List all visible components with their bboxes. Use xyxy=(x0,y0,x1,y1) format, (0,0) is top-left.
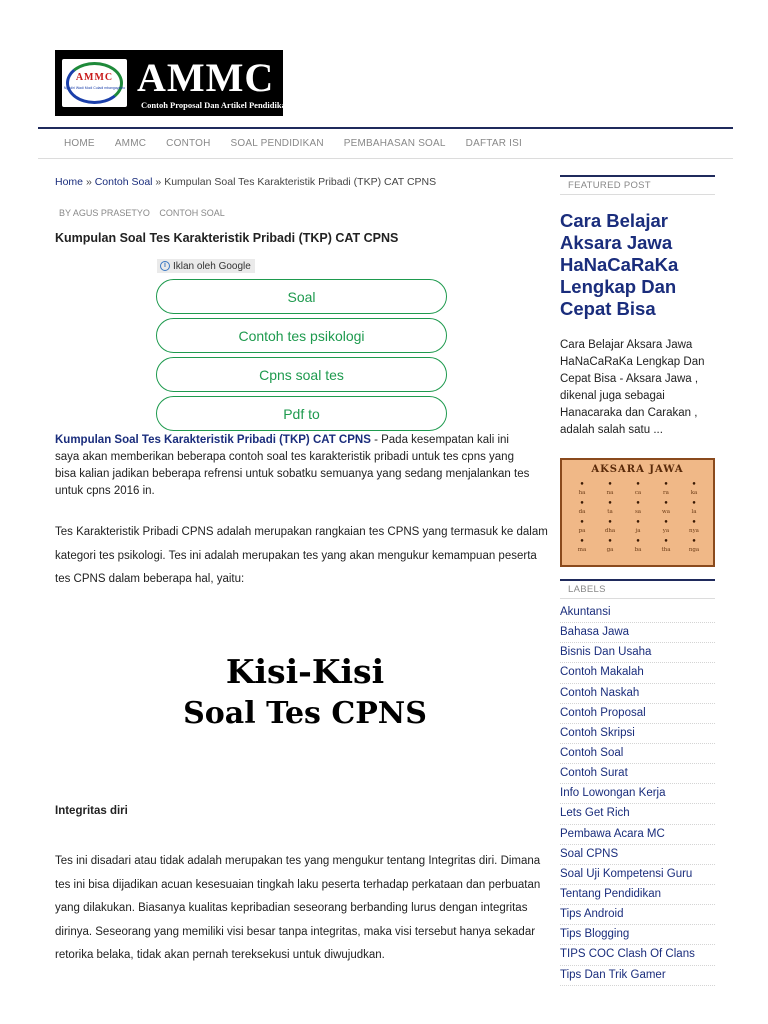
breadcrumb xyxy=(55,176,436,188)
post-author[interactable]: BY AGUS PRASETYO xyxy=(59,208,150,218)
ad-label-text: Iklan oleh Google xyxy=(173,260,251,272)
aksara-glyph-label: ta xyxy=(607,509,613,515)
aksara-glyph: • ya xyxy=(652,518,680,534)
label-link[interactable]: Contoh Surat xyxy=(560,764,715,784)
breadcrumb-separator: » xyxy=(85,176,92,188)
aksara-image-title: AKSARA JAWA xyxy=(591,464,684,475)
aksara-glyph-label: na xyxy=(606,490,614,496)
aksara-glyph: • na xyxy=(596,480,624,496)
ad-button-soal[interactable]: Soal xyxy=(156,279,447,314)
post-paragraph-1: Tes Karakteristik Pribadi CPNS adalah merupakan rangkaian tes CPNS yang termasuk ke dalam kategori tes psikologi. Tes ini adalah merupakan tes yang akan mengukur kemampuan peserta tes CPNS dalam beberapa hal, yaitu: xyxy=(55,526,548,585)
label-link[interactable]: Bahasa Jawa xyxy=(560,623,715,643)
label-link[interactable]: Contoh Soal xyxy=(560,744,715,764)
post-subheading: Integritas diri xyxy=(55,805,128,817)
aksara-glyph-label: ca xyxy=(634,490,642,496)
aksara-glyph: • ga xyxy=(596,537,624,553)
aksara-glyph: • nga xyxy=(680,537,708,553)
aksara-glyph: • ma xyxy=(568,537,596,553)
featured-post-image[interactable] xyxy=(560,458,715,567)
post-intro-link[interactable]: Kumpulan Soal Tes Karakteristik Pribadi (TKP) CAT CPNS xyxy=(55,434,371,446)
aksara-glyph-label: sa xyxy=(634,509,642,515)
label-link[interactable]: Tentang Pendidikan xyxy=(560,885,715,905)
nav-pembahasan-soal[interactable]: PEMBAHASAN SOAL xyxy=(343,138,446,149)
nav-ammc[interactable]: AMMC xyxy=(114,138,147,149)
post-image-kisi-kisi xyxy=(150,650,460,734)
aksara-glyph: • sa xyxy=(624,499,652,515)
nav-contoh[interactable]: CONTOH xyxy=(166,138,211,149)
post-meta xyxy=(59,208,232,218)
featured-post-heading: FEATURED POST xyxy=(560,175,715,195)
post-image-line-2: Soal Tes CPNS xyxy=(183,696,427,731)
post-image-line-1: Kisi-Kisi xyxy=(225,652,385,691)
label-link[interactable]: Contoh Makalah xyxy=(560,663,715,683)
label-link[interactable]: Tips Android xyxy=(560,905,715,925)
label-link[interactable]: Bisnis Dan Usaha xyxy=(560,643,715,663)
aksara-glyph: • ta xyxy=(596,499,624,515)
emblem-ring-icon xyxy=(66,62,123,104)
labels-heading: LABELS xyxy=(560,579,715,599)
aksara-glyph-label: wa xyxy=(662,509,670,515)
ad-button-cpns-soal-tes[interactable]: Cpns soal tes xyxy=(156,357,447,392)
label-link[interactable]: Akuntansi xyxy=(560,603,715,623)
label-link[interactable]: Soal CPNS xyxy=(560,845,715,865)
labels-list xyxy=(560,603,715,986)
aksara-glyph-label: dha xyxy=(604,528,616,534)
breadcrumb-category[interactable]: Contoh Soal xyxy=(94,176,153,188)
logo-emblem xyxy=(62,59,127,107)
post-paragraph-2: Tes ini disadari atau tidak adalah merupakan tes yang mengukur tentang Integritas diri. Dimana tes ini bisa dijadikan acuan kesesuaian tingkah laku peserta terhadap perkataan dan perbuatan yang dilakukan. Biasanya kualitas kepribadian seseorang berbanding lurus dengan integritas dirinya. Seseorang yang memiliki visi besar tanpa integritas, maka visi tersebut hanya sekadar retorika belaka, tidak akan pernah tereksekusi untuk diwujudkan. xyxy=(55,855,541,961)
post-label[interactable]: CONTOH SOAL xyxy=(159,208,225,218)
ad-label[interactable] xyxy=(157,259,255,273)
label-link[interactable]: Contoh Skripsi xyxy=(560,724,715,744)
aksara-glyph-label: ra xyxy=(663,490,669,496)
site-logo[interactable] xyxy=(55,50,291,116)
aksara-glyph-label: ba xyxy=(634,547,642,553)
aksara-glyph-label: tha xyxy=(661,547,671,553)
aksara-glyph-label: ha xyxy=(578,490,586,496)
aksara-glyph-label: ga xyxy=(606,547,614,553)
aksara-glyph-label: da xyxy=(578,509,586,515)
aksara-glyph-label: pa xyxy=(578,528,586,534)
ad-button-pdf-to[interactable]: Pdf to xyxy=(156,396,447,431)
aksara-glyph: • ba xyxy=(624,537,652,553)
label-link[interactable]: TIPS COC Clash Of Clans xyxy=(560,945,715,965)
aksara-glyph: • dha xyxy=(596,518,624,534)
aksara-glyph: • pa xyxy=(568,518,596,534)
aksara-glyph-label: ya xyxy=(662,528,670,534)
label-link[interactable]: Contoh Naskah xyxy=(560,684,715,704)
label-link[interactable]: Soal Uji Kompetensi Guru xyxy=(560,865,715,885)
featured-post-title[interactable]: Cara Belajar Aksara Jawa HaNaCaRaKa Lengkap Dan Cepat Bisa xyxy=(560,210,679,319)
aksara-glyph: • ka xyxy=(680,480,708,496)
label-link[interactable]: Contoh Proposal xyxy=(560,704,715,724)
emblem-text: AMMC xyxy=(75,72,114,83)
nav-home[interactable]: HOME xyxy=(64,138,95,149)
aksara-glyph-label: ka xyxy=(690,490,698,496)
aksara-glyph: • ca xyxy=(624,480,652,496)
label-link[interactable]: Pembawa Acara MC xyxy=(560,825,715,845)
emblem-subtext: Ngadiri Wadi Modi Culadi mbangayakto xyxy=(63,86,126,90)
main-nav xyxy=(38,127,733,159)
aksara-glyph: • ja xyxy=(624,518,652,534)
aksara-glyph: • nya xyxy=(680,518,708,534)
aksara-glyph: • da xyxy=(568,499,596,515)
post-intro-text: - Pada kesempatan kali ini saya akan memberikan beberapa contoh soal tes karakteristik pribadi untuk tes cpns yang bisa kalian jadikan beberapa refrensi untuk sobatku semuanya yang sedang menjalankan tes untuk cpns 2016 in. xyxy=(55,434,530,497)
aksara-glyph: • wa xyxy=(652,499,680,515)
aksara-glyph: • tha xyxy=(652,537,680,553)
sidebar xyxy=(560,175,715,986)
nav-soal-pendidikan[interactable]: SOAL PENDIDIKAN xyxy=(230,138,324,149)
label-link[interactable]: Lets Get Rich xyxy=(560,804,715,824)
aksara-glyph-label: nga xyxy=(688,547,700,553)
breadcrumb-home[interactable]: Home xyxy=(55,176,84,188)
aksara-glyph-label: la xyxy=(691,509,697,515)
post-title: Kumpulan Soal Tes Karakteristik Pribadi (TKP) CAT CPNS xyxy=(55,231,399,245)
aksara-glyph: • ha xyxy=(568,480,596,496)
label-link[interactable]: Info Lowongan Kerja xyxy=(560,784,715,804)
post-intro xyxy=(55,432,535,500)
aksara-glyph: • ra xyxy=(652,480,680,496)
aksara-grid xyxy=(568,480,708,553)
aksara-glyph: • la xyxy=(680,499,708,515)
aksara-glyph-label: ja xyxy=(635,528,641,534)
ad-button-contoh-tes-psikologi[interactable]: Contoh tes psikologi xyxy=(156,318,447,353)
breadcrumb-current: Kumpulan Soal Tes Karakteristik Pribadi (TKP) CAT CPNS xyxy=(164,176,437,188)
aksara-glyph-label: ma xyxy=(577,547,587,553)
label-link[interactable]: Tips Dan Trik Gamer xyxy=(560,966,715,986)
label-link[interactable]: Tips Blogging xyxy=(560,925,715,945)
aksara-glyph-label: nya xyxy=(689,528,699,534)
info-icon: i xyxy=(160,261,170,271)
breadcrumb-separator: » xyxy=(155,176,162,188)
nav-daftar-isi[interactable]: DAFTAR ISI xyxy=(465,138,522,149)
site-title: AMMC xyxy=(137,55,275,100)
site-tagline: Contoh Proposal Dan Artikel Pendidikan xyxy=(141,100,291,110)
featured-post-description: Cara Belajar Aksara Jawa HaNaCaRaKa Lengkap Dan Cepat Bisa - Aksara Jawa , dikenal juga sebagai Hanacaraka dan Carakan , adalah salah satu ... xyxy=(560,339,705,436)
